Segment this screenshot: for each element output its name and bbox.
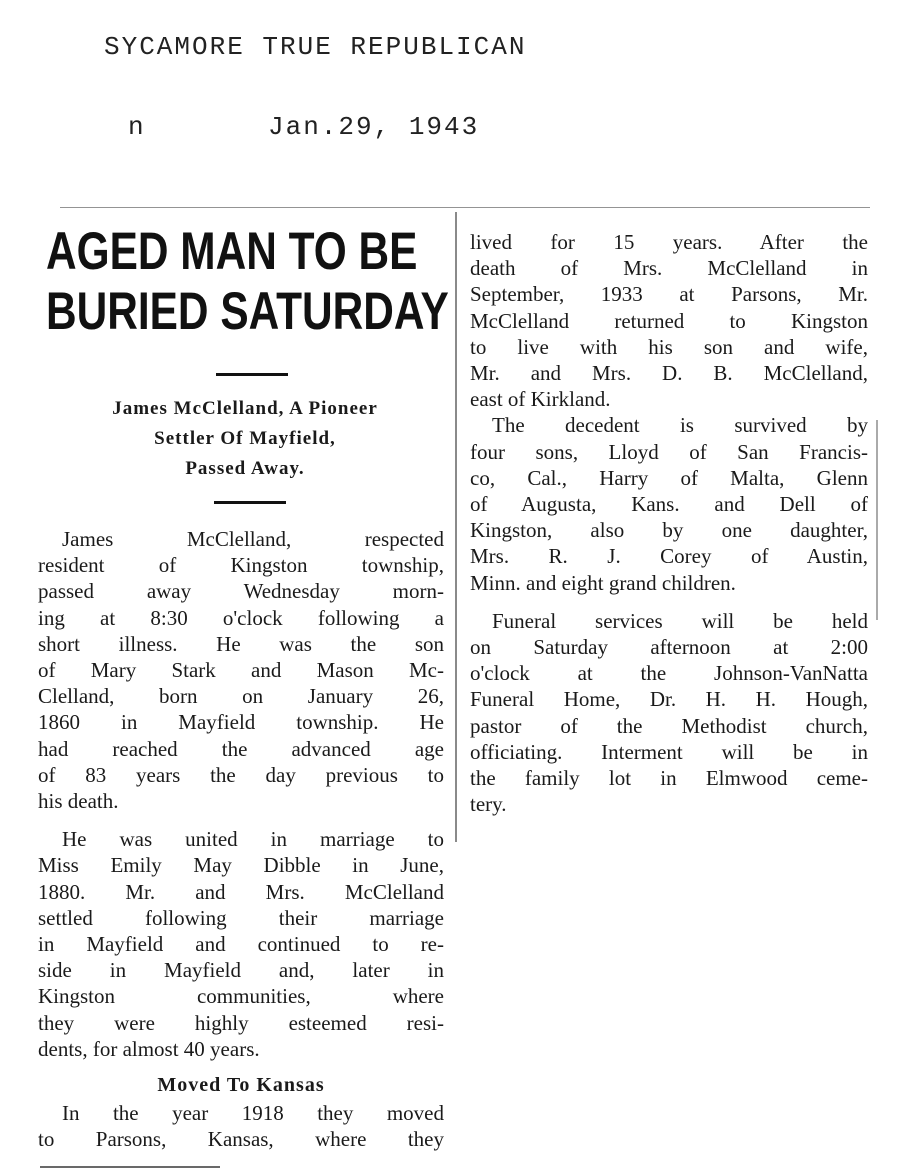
section-heading: Moved To Kansas <box>157 1074 325 1097</box>
text-line: Miss Emily May Dibble in June, <box>38 853 444 878</box>
text-line: Funeral Home, Dr. H. H. Hough, <box>470 687 868 712</box>
bottom-clipping-rule <box>40 1166 220 1168</box>
text-line: to Parsons, Kansas, where they <box>38 1127 444 1152</box>
subhead-line-1: James McClelland, A Pioneer <box>112 398 378 419</box>
text-line: settled following their marriage <box>38 905 444 930</box>
text-line: o'clock at the Johnson-VanNatta <box>470 661 868 686</box>
subheadline <box>36 394 454 484</box>
text-line: lived for 15 years. After the <box>470 230 868 254</box>
edition-mark: n <box>128 112 146 142</box>
text-line: 1860 in Mayfield township. He <box>38 710 444 735</box>
text-line: the family lot in Elmwood ceme- <box>470 766 868 791</box>
paragraph-survivors <box>470 412 868 595</box>
text-line: Kingston communities, where <box>38 984 444 1009</box>
text-line: on Saturday afternoon at 2:00 <box>470 635 868 660</box>
headline <box>46 222 449 342</box>
text-line: his death. <box>38 789 119 814</box>
text-line: ing at 8:30 o'clock following a <box>38 605 444 630</box>
text-line: September, 1933 at Parsons, Mr. <box>470 282 868 307</box>
text-line: death of Mrs. McClelland in <box>470 256 868 281</box>
newspaper-name: SYCAMORE TRUE REPUBLICAN <box>104 32 527 62</box>
paragraph-kansas <box>38 1100 444 1152</box>
publication-date: Jan.29, 1943 <box>268 112 480 142</box>
paragraph-continued <box>470 229 868 412</box>
text-line: east of Kirkland. <box>470 387 611 412</box>
text-line: short illness. He was the son <box>38 631 444 656</box>
text-line: The decedent is survived by <box>492 413 868 438</box>
paragraph-marriage <box>38 826 444 1062</box>
subhead-line-3: Passed Away. <box>185 458 305 479</box>
headline-line-1: AGED MAN TO BE <box>46 222 418 281</box>
text-line: Mrs. R. J. Corey of Austin, <box>470 544 868 569</box>
subhead-line-2: Settler Of Mayfield, <box>154 428 336 449</box>
text-line: dents, for almost 40 years. <box>38 1036 260 1061</box>
text-line: He was united in marriage to <box>62 827 444 852</box>
right-clipping-edge <box>876 420 878 620</box>
column-divider <box>455 212 457 842</box>
text-line: Minn. and eight grand children. <box>470 570 736 595</box>
text-line: tery. <box>470 792 507 817</box>
text-line: of Mary Stark and Mason Mc- <box>38 658 444 683</box>
text-line: Funeral services will be held <box>492 608 868 633</box>
text-line: pastor of the Methodist church, <box>470 713 868 738</box>
text-line: in Mayfield and continued to re- <box>38 932 444 957</box>
text-line: of 83 years the day previous to <box>38 762 444 787</box>
text-line: In the year 1918 they moved <box>62 1101 444 1126</box>
text-line: had reached the advanced age <box>38 736 444 761</box>
text-line: 1880. Mr. and Mrs. McClelland <box>38 879 444 904</box>
text-line: Mr. and Mrs. D. B. McClelland, <box>470 361 868 386</box>
right-column <box>470 229 868 817</box>
text-line: co, Cal., Harry of Malta, Glenn <box>470 465 868 490</box>
text-line: side in Mayfield and, later in <box>38 958 444 983</box>
paragraph-obituary-intro <box>38 526 444 814</box>
paragraph-funeral <box>470 608 868 818</box>
text-line: James McClelland, respected <box>62 527 444 551</box>
headline-rule <box>216 373 288 376</box>
text-line: Kingston, also by one daughter, <box>470 518 868 543</box>
subhead-rule <box>214 501 286 504</box>
text-line: resident of Kingston township, <box>38 553 444 578</box>
text-line: of Augusta, Kans. and Dell of <box>470 492 868 517</box>
text-line: passed away Wednesday morn- <box>38 579 444 604</box>
text-line: McClelland returned to Kingston <box>470 308 868 333</box>
text-line: officiating. Interment will be in <box>470 739 868 764</box>
text-line: they were highly esteemed resi- <box>38 1010 444 1035</box>
text-line: to live with his son and wife, <box>470 334 868 359</box>
text-line: four sons, Lloyd of San Francis- <box>470 439 868 464</box>
top-clipping-rule <box>60 207 870 208</box>
left-column <box>38 526 444 1153</box>
headline-line-2: BURIED SATURDAY <box>46 282 449 341</box>
text-line: Clelland, born on January 26, <box>38 684 444 709</box>
